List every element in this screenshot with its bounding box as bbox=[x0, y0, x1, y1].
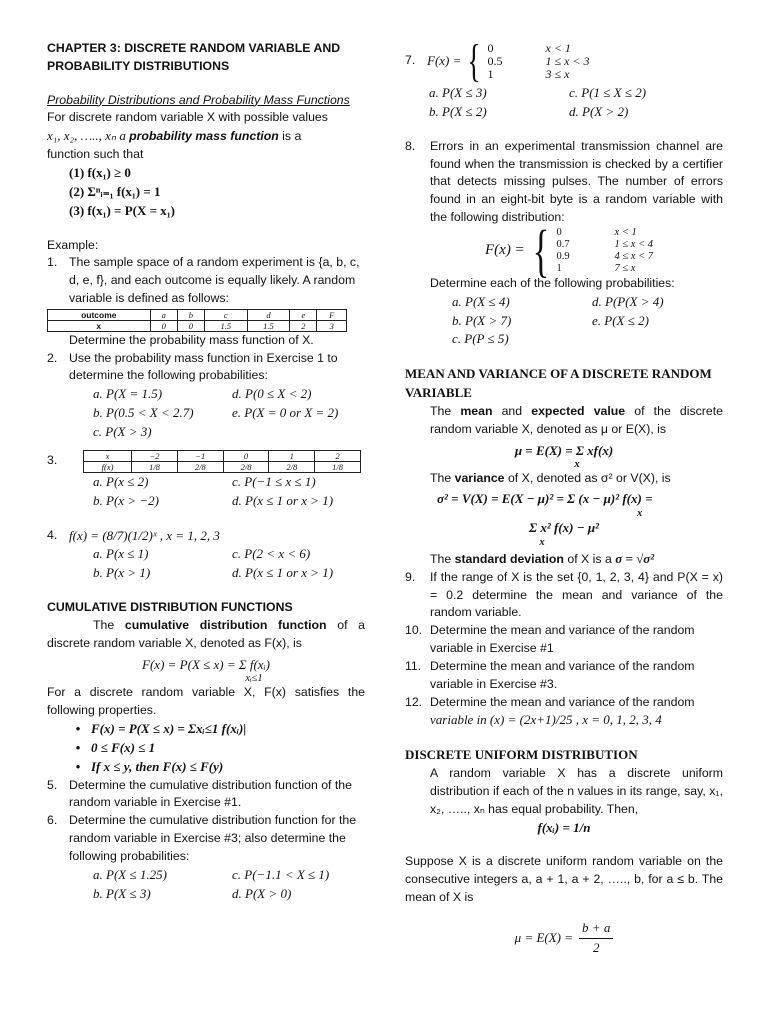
item-text: a. P(x ≤ 2) bbox=[93, 473, 149, 489]
list-item: • 0 ≤ F(x) ≤ 1 bbox=[65, 739, 365, 758]
table-cell: 3 bbox=[317, 320, 347, 331]
item-text: b. P(0.5 < X < 2.7) bbox=[93, 405, 194, 421]
table-cell: b bbox=[177, 309, 204, 320]
table-cell: 0 bbox=[223, 450, 269, 461]
exercise-number: 5. bbox=[47, 777, 58, 792]
case-condition: 4 ≤ x < 7 bbox=[614, 250, 654, 262]
function-lhs: F(x) = bbox=[485, 241, 525, 258]
item-text: d. P(X > 0) bbox=[232, 885, 292, 901]
exercise-number: 9. bbox=[405, 569, 416, 584]
fraction-numerator: b + a bbox=[579, 919, 613, 939]
example-label: Example: bbox=[47, 237, 99, 252]
case-row bbox=[488, 42, 590, 55]
pmf-intro-line-3: function such that bbox=[47, 147, 144, 162]
variance-term: variance bbox=[454, 471, 505, 486]
formula-subscript: x bbox=[574, 459, 580, 471]
exercise-2-text: Use the probability mass function in Exercise 1 to determine the following probabilities: bbox=[69, 350, 338, 383]
exercise-3-table bbox=[83, 450, 361, 473]
list-item bbox=[93, 385, 365, 404]
exercise-3-items bbox=[47, 473, 365, 511]
cdf-props-intro: For a discrete random variable X, F(x) satisfies the following properties. bbox=[47, 685, 365, 718]
case-condition: 1 ≤ x < 3 bbox=[545, 53, 590, 68]
exercise-number: 11. bbox=[405, 658, 422, 673]
list-item: • If x ≤ y, then F(x) ≤ F(y) bbox=[65, 758, 365, 777]
exercise-8-piecewise bbox=[485, 217, 723, 283]
exercise-8-after: Determine each of the following probabilities: bbox=[430, 275, 675, 290]
exercise-11 bbox=[405, 658, 723, 694]
table-cell: 1.5 bbox=[205, 320, 248, 331]
text-run: of a discrete random variable X, denoted as F(x), is bbox=[47, 617, 365, 650]
fraction bbox=[579, 919, 613, 958]
list-item bbox=[93, 885, 365, 904]
left-brace: { bbox=[467, 35, 482, 86]
left-brace: { bbox=[532, 217, 549, 283]
uniform-suppose: Suppose X is a discrete uniform random variable on the consecutive integers a, a + 1, a + 2, ….., b, for a ≤ b. The mean of X is bbox=[405, 854, 723, 905]
mean-term: mean bbox=[460, 403, 493, 418]
table-cell: −1 bbox=[177, 450, 223, 461]
exercise-4 bbox=[47, 527, 365, 546]
formula-text: Σ x² f(x) − μ² bbox=[529, 520, 599, 536]
exercise-12 bbox=[405, 694, 723, 731]
text-run: The bbox=[430, 403, 461, 418]
case-value: 1 bbox=[487, 66, 494, 81]
cdf-properties bbox=[47, 720, 365, 777]
exercise-number: 6. bbox=[47, 813, 58, 828]
table-header-cell: f(x) bbox=[84, 461, 132, 472]
table-row bbox=[48, 320, 347, 331]
list-item bbox=[93, 423, 365, 442]
case-condition: 3 ≤ x bbox=[545, 66, 570, 81]
pmf-values: x₁, x₂, ….., xₙ a bbox=[47, 128, 130, 144]
item-text: a. P(X ≤ 3) bbox=[429, 85, 487, 100]
exercise-number: 10. bbox=[405, 623, 423, 638]
table-cell: 1/8 bbox=[315, 461, 361, 472]
exercise-4-formula: f(x) = (8/7)(1/2)ˣ , x = 1, 2, 3 bbox=[69, 527, 220, 543]
table-cell: 1/8 bbox=[132, 461, 178, 472]
text-run: Determine the mean and variance of the random bbox=[430, 694, 695, 709]
table-header-cell: x bbox=[48, 320, 151, 331]
mean-formula bbox=[405, 442, 723, 471]
item-text: a. P(X ≤ 4) bbox=[452, 293, 510, 309]
table-cell: 2 bbox=[315, 450, 361, 461]
item-text: d. P(x ≤ 1 or x > 1) bbox=[232, 565, 334, 581]
exercise-2 bbox=[47, 350, 365, 386]
table-cell: 2/8 bbox=[269, 461, 315, 472]
item-text: b. P(X ≤ 3) bbox=[93, 885, 151, 901]
item-text: b. P(x > 1) bbox=[93, 565, 151, 581]
item-text: c. P(P ≤ 5) bbox=[452, 331, 509, 347]
right-column bbox=[405, 35, 723, 958]
text-run: The bbox=[430, 551, 455, 566]
pmf-property-3: (3) f(x₁) = P(X = x₁) bbox=[69, 202, 175, 218]
left-column bbox=[47, 40, 365, 903]
item-text: d. P(X > 2) bbox=[569, 103, 629, 119]
expected-value-term: expected value bbox=[531, 403, 626, 418]
text-run: of X, denoted as σ² or V(X), is bbox=[504, 471, 671, 486]
exercise-8 bbox=[405, 138, 723, 227]
text-run: and bbox=[492, 403, 532, 418]
cdf-term: cumulative distribution function bbox=[124, 617, 327, 632]
formula-lhs: μ = E(X) = bbox=[514, 929, 574, 945]
exercise-2-items bbox=[47, 385, 365, 442]
table-cell: 0 bbox=[177, 320, 204, 331]
variance-intro bbox=[405, 470, 723, 488]
sd-formula: σ = √σ² bbox=[615, 550, 655, 566]
exercise-3 bbox=[47, 450, 365, 473]
case-value: 0.7 bbox=[556, 238, 570, 250]
list-item bbox=[452, 293, 723, 312]
case-value: 0.9 bbox=[556, 250, 570, 262]
item-text: c. P(2 < x < 6) bbox=[232, 546, 311, 562]
variance-formula bbox=[405, 490, 723, 519]
table-row bbox=[84, 461, 361, 472]
list-item bbox=[452, 312, 723, 331]
exercise-8-items bbox=[405, 293, 723, 350]
sd-term: standard deviation bbox=[454, 551, 564, 566]
pmf-property-1: (1) f(x₁) ≥ 0 bbox=[69, 164, 131, 180]
case-value: 0 bbox=[487, 40, 494, 55]
table-cell: 1.5 bbox=[247, 320, 290, 331]
exercise-10-text: Determine the mean and variance of the random variable in Exercise #1 bbox=[430, 623, 695, 656]
item-text: d. P(P(X > 4) bbox=[592, 293, 664, 309]
exercise-6 bbox=[47, 812, 365, 865]
exercise-5 bbox=[47, 777, 365, 813]
list-item bbox=[93, 473, 365, 492]
table-row bbox=[84, 450, 361, 461]
formula-subscript: x bbox=[637, 508, 643, 520]
case-row bbox=[488, 68, 590, 81]
cdf-formula bbox=[47, 656, 365, 685]
list-item bbox=[93, 564, 365, 583]
exercise-4-items bbox=[47, 545, 365, 583]
case-condition: 1 ≤ x < 4 bbox=[614, 238, 654, 250]
exercise-7-items bbox=[405, 84, 723, 122]
text-run: of the discrete random variable X, denoted as μ or E(X), is bbox=[430, 403, 723, 436]
case-condition: 7 ≤ x bbox=[614, 262, 636, 274]
table-header-cell: x bbox=[84, 450, 132, 461]
exercise-1 bbox=[47, 254, 365, 307]
table-cell: 2/8 bbox=[223, 461, 269, 472]
pmf-property-2: (2) Σⁿᵢ₌₁ f(x₁) = 1 bbox=[69, 183, 161, 199]
table-cell: 2/8 bbox=[177, 461, 223, 472]
table-cell: a bbox=[150, 309, 177, 320]
list-item: • F(x) = P(X ≤ x) = Σxᵢ≤1 f(xᵢ)| bbox=[65, 720, 365, 739]
table-cell: F bbox=[317, 309, 347, 320]
cdf-heading: CUMULATIVE DISTRIBUTION FUNCTIONS bbox=[47, 600, 293, 615]
item-text: a. P(X ≤ 1.25) bbox=[93, 866, 167, 882]
formula-subscript: x bbox=[539, 536, 545, 548]
pmf-intro-rest: is a bbox=[278, 129, 302, 144]
text-run: of X is a bbox=[563, 551, 616, 566]
item-text: e. P(X ≤ 2) bbox=[592, 312, 649, 328]
case-value: 0.5 bbox=[487, 53, 503, 68]
chapter-title: CHAPTER 3: DISCRETE RANDOM VARIABLE AND PROBABILITY DISTRIBUTIONS bbox=[47, 41, 341, 73]
item-text: c. P(X > 3) bbox=[93, 424, 152, 439]
variance-formula-continued bbox=[405, 519, 723, 548]
exercise-number: 1. bbox=[47, 255, 58, 270]
case-condition: x < 1 bbox=[545, 40, 571, 55]
exercise-8-text: Errors in an experimental transmission channel are found when the transmission is checked by a certifier that detects missing pulses. The number of errors found in an eight-bit byte is a random variable with the following distribution: bbox=[430, 138, 723, 224]
formula-text: σ² = V(X) = E(X − μ)² = Σ (x − μ)² f(x) = bbox=[437, 491, 653, 507]
list-item bbox=[93, 404, 365, 423]
item-text: c. P(1 ≤ X ≤ 2) bbox=[569, 85, 647, 100]
table-row bbox=[48, 309, 347, 320]
exercise-number: 7. bbox=[405, 53, 416, 68]
mean-intro bbox=[405, 403, 723, 439]
exercise-number: 3. bbox=[47, 453, 58, 468]
case-row bbox=[557, 227, 654, 239]
exercise-1-text: The sample space of a random experiment is {a, b, c, d, e, f}, and each outcome is equally likely. A random variable is defined as follows: bbox=[69, 255, 360, 305]
exercise-9 bbox=[405, 569, 723, 622]
uniform-mean-formula bbox=[405, 919, 723, 958]
uniform-formula: f(xᵢ) = 1/n bbox=[537, 819, 591, 835]
exercise-11-text: Determine the mean and variance of the random variable in Exercise #3. bbox=[430, 658, 695, 691]
cases bbox=[488, 42, 590, 81]
exercise-number: 2. bbox=[47, 350, 58, 365]
fraction-denominator: 2 bbox=[592, 939, 600, 955]
table-cell: 0 bbox=[150, 320, 177, 331]
item-text: c. P(−1.1 < X ≤ 1) bbox=[232, 866, 330, 882]
uniform-heading: DISCRETE UNIFORM DISTRIBUTION bbox=[405, 747, 638, 763]
case-row bbox=[488, 55, 590, 68]
table-cell: −2 bbox=[132, 450, 178, 461]
pmf-intro-line-2 bbox=[47, 127, 365, 146]
exercise-12-text bbox=[430, 694, 695, 731]
exercise-6-text: Determine the cumulative distribution function for the random variable in Exercise #3; also determine the following probabilities: bbox=[69, 813, 357, 863]
mean-variance-heading: MEAN AND VARIANCE OF A DISCRETE RANDOM VARIABLE bbox=[405, 366, 712, 401]
case-value: 0 bbox=[556, 226, 562, 238]
table-header-cell: outcome bbox=[48, 309, 151, 320]
case-row bbox=[557, 263, 654, 275]
exercise-6-items bbox=[47, 866, 365, 904]
item-text: b. P(X > 7) bbox=[452, 312, 512, 328]
pmf-properties bbox=[47, 164, 365, 221]
formula-text: μ = E(X) = Σ xf(x) bbox=[514, 442, 614, 458]
pmf-intro-line-1: For discrete random variable X with possible values bbox=[47, 110, 328, 125]
table-cell: c bbox=[205, 309, 248, 320]
list-item bbox=[93, 492, 365, 511]
item-text: d. P(x ≤ 1 or x > 1) bbox=[232, 492, 334, 508]
exercise-7 bbox=[405, 35, 723, 86]
case-row bbox=[557, 251, 654, 263]
exercise-7-piecewise bbox=[427, 35, 590, 86]
table-cell: 1 bbox=[269, 450, 315, 461]
table-cell: d bbox=[247, 309, 290, 320]
list-item bbox=[452, 330, 723, 349]
list-item bbox=[93, 545, 365, 564]
function-lhs: F(x) = bbox=[427, 52, 462, 68]
exercise-10 bbox=[405, 622, 723, 658]
list-item bbox=[429, 84, 723, 103]
exercise-number: 4. bbox=[47, 527, 58, 542]
exercise-5-text: Determine the cumulative distribution function of the random variable in Exercise #1. bbox=[69, 777, 352, 810]
standard-deviation bbox=[405, 550, 723, 569]
formula-subscript: xᵢ≤1 bbox=[245, 673, 263, 685]
pmf-heading: Probability Distributions and Probability Mass Functions bbox=[47, 92, 350, 107]
list-item bbox=[93, 866, 365, 885]
case-value: 1 bbox=[556, 262, 562, 274]
item-text: a. P(X = 1.5) bbox=[93, 386, 163, 402]
item-text: b. P(x > −2) bbox=[93, 492, 159, 508]
text-run: The bbox=[93, 617, 125, 632]
item-text: c. P(−1 ≤ x ≤ 1) bbox=[232, 473, 316, 489]
table-cell: 2 bbox=[290, 320, 317, 331]
uniform-text: A random variable X has a discrete uniform distribution if each of the n values in its range, say, x₁, x₂, ….., xₙ has equal probability. Then, bbox=[430, 766, 723, 816]
cdf-intro bbox=[47, 617, 365, 653]
item-text: a. P(x ≤ 1) bbox=[93, 546, 149, 562]
item-text: e. P(X = 0 or X = 2) bbox=[232, 405, 339, 421]
exercise-12-formula: variable in (x) = (2x+1)/25 , x = 0, 1, 2, 3, 4 bbox=[430, 712, 662, 728]
case-condition: x < 1 bbox=[614, 226, 637, 238]
text-run: The bbox=[430, 471, 455, 486]
exercise-1-after: Determine the probability mass function of X. bbox=[69, 332, 314, 347]
formula-text: F(x) = P(X ≤ x) = Σ f(xᵢ) bbox=[142, 656, 270, 672]
list-item bbox=[429, 103, 723, 122]
exercise-9-text: If the range of X is the set {0, 1, 2, 3, 4} and P(X = x) = 0.2 determine the mean and variance of the random variable. bbox=[430, 569, 723, 620]
exercise-number: 12. bbox=[405, 694, 423, 709]
cases bbox=[557, 227, 654, 275]
exercise-number: 8. bbox=[405, 138, 416, 153]
pmf-term: probability mass function bbox=[129, 129, 279, 144]
item-text: b. P(X ≤ 2) bbox=[429, 103, 487, 119]
exercise-1-table bbox=[47, 309, 347, 332]
item-text: d. P(0 ≤ X < 2) bbox=[232, 386, 312, 402]
table-cell: e bbox=[290, 309, 317, 320]
case-row bbox=[557, 239, 654, 251]
